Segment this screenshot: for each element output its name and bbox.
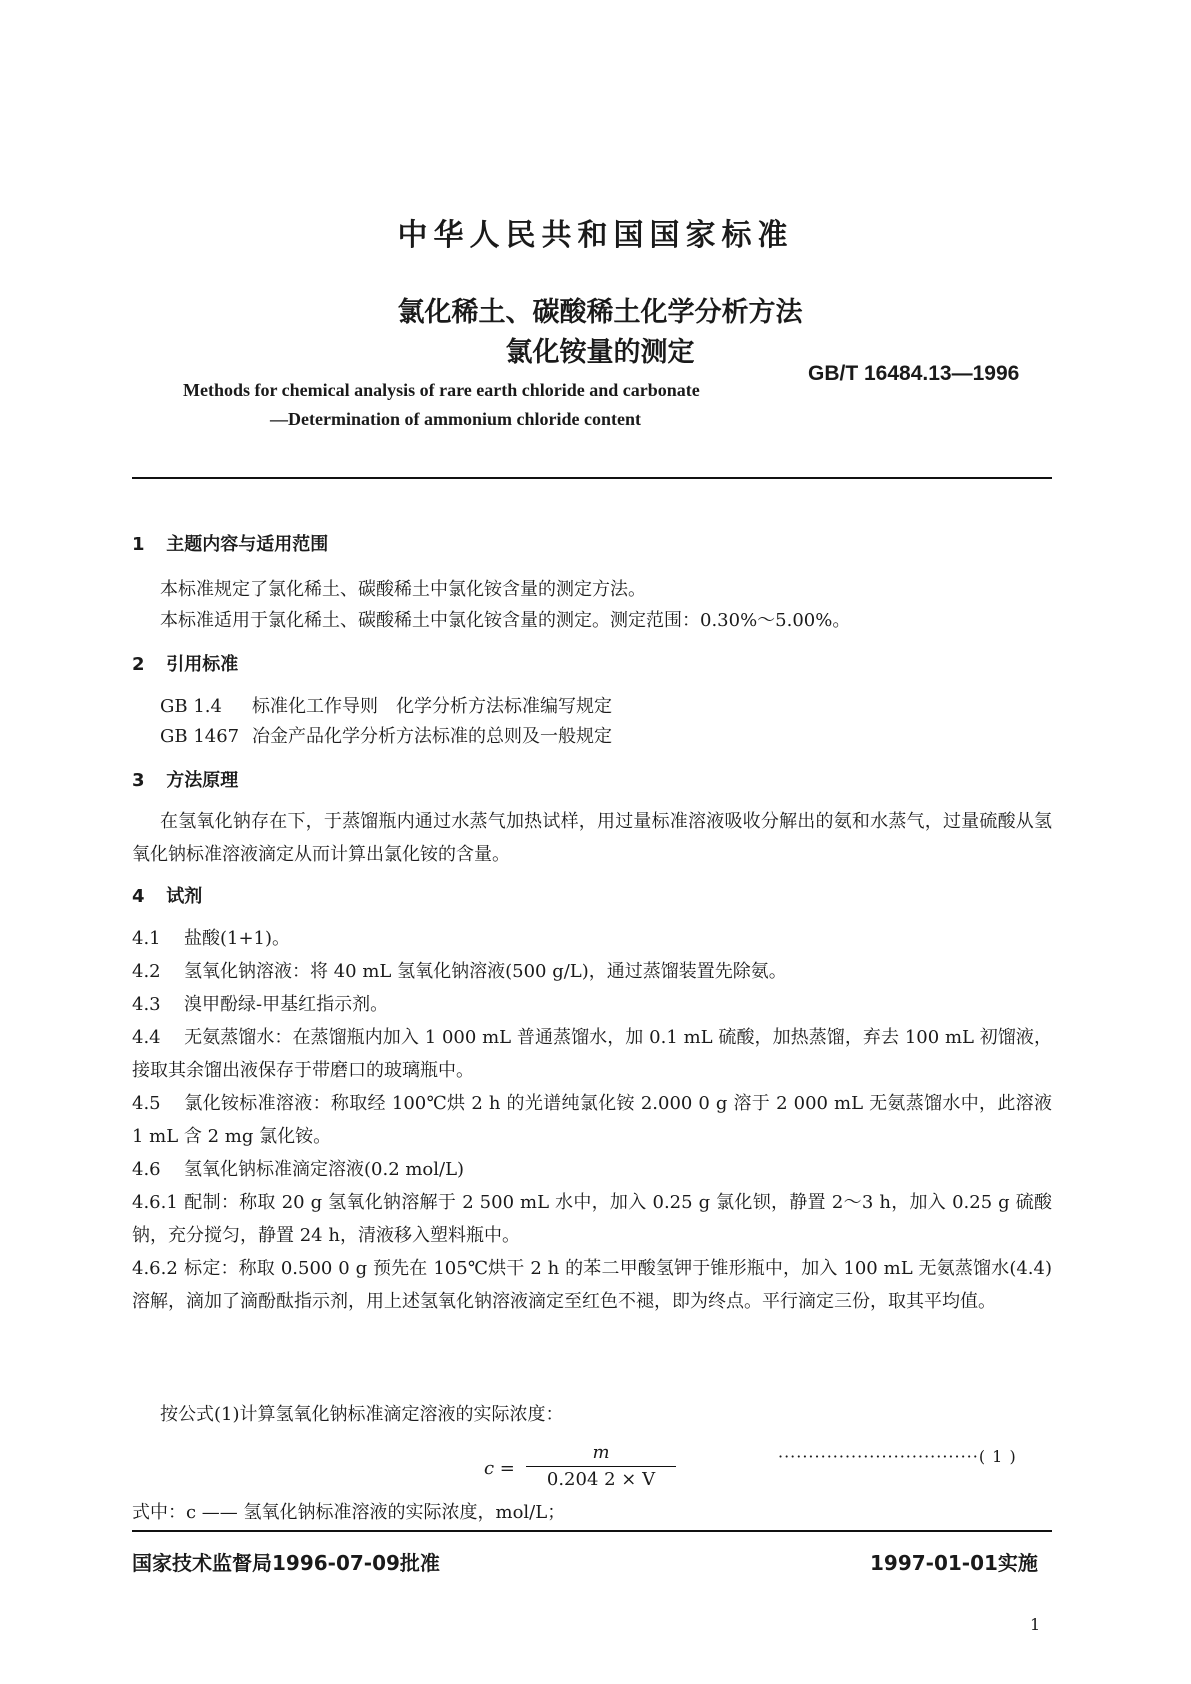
reagent-item (132, 1252, 1052, 1318)
reagent-item (132, 1186, 1052, 1252)
section-number: 2 (132, 654, 145, 675)
item-text: 配制：称取 20 g 氢氧化钠溶解于 2 500 mL 水中，加入 0.25 g 氯化钡，静置 2～3 h，加入 0.25 g 硫酸钠，充分搅匀，静置 24 h，清液移入塑料瓶中。 (132, 1192, 1052, 1246)
issuing-body-title: 中华人民共和国国家标准 (397, 218, 794, 253)
leader-dots: ································· (778, 1447, 979, 1466)
section-number: 4 (132, 886, 145, 907)
formula-numerator: m (592, 1442, 610, 1463)
reference-title: 冶金产品化学分析方法标准的总则及一般规定 (252, 726, 612, 747)
item-text: 溴甲酚绿-甲基红指示剂。 (184, 994, 389, 1015)
section-title: 试剂 (166, 886, 203, 907)
reagent-item (132, 1153, 1052, 1186)
effective-date: 1997-01-01实施 (870, 1551, 1038, 1575)
item-number: 4.6 (132, 1159, 161, 1180)
item-text: 无氨蒸馏水：在蒸馏瓶内加入 1 000 mL 普通蒸馏水，加 0.1 mL 硫酸，加热蒸馏，弃去 100 mL 初馏液，接取其余馏出液保存于带磨口的玻璃瓶中。 (132, 1027, 1052, 1081)
approval-date: 国家技术监督局1996-07-09批准 (132, 1551, 440, 1575)
formula-denominator: 0.204 2 × V (546, 1469, 656, 1490)
section-title: 主题内容与适用范围 (166, 534, 329, 555)
section-1-heading (132, 530, 328, 556)
section-number: 3 (132, 770, 145, 791)
reagent-item (132, 988, 1052, 1021)
section-3-heading (132, 766, 238, 792)
reference-item (160, 692, 612, 718)
item-number: 4.4 (132, 1027, 161, 1048)
reference-title: 标准化工作导则 化学分析方法标准编写规定 (252, 696, 612, 717)
section-title: 引用标准 (166, 654, 239, 675)
paragraph: 在氢氧化钠存在下，于蒸馏瓶内通过水蒸气加热试样，用过量标准溶液吸收分解出的氨和水蒸气，过量硫酸从氢氧化钠标准溶液滴定从而计算出氯化铵的含量。 (132, 811, 1052, 865)
paragraph: 本标准适用于氯化稀土、碳酸稀土中氯化铵含量的测定。测定范围：0.30%～5.00%。 (160, 610, 851, 631)
reagent-item (132, 955, 1052, 988)
formula-fraction (526, 1442, 676, 1490)
reference-code: GB 1467 (160, 726, 240, 747)
formula-intro: 按公式(1)计算氢氧化钠标准滴定溶液的实际浓度： (160, 1404, 564, 1425)
equation-label: ( 1 ) (978, 1447, 1017, 1466)
paragraph: 本标准规定了氯化稀土、碳酸稀土中氯化铵含量的测定方法。 (160, 579, 646, 600)
page-number: 1 (1030, 1615, 1041, 1634)
reagent-item (132, 1087, 1052, 1153)
section-2-heading (132, 650, 238, 676)
formula-where-clause: 式中：c —— 氢氧化钠标准溶液的实际浓度，mol/L； (132, 1502, 566, 1523)
item-text: 氢氧化钠溶液：将 40 mL 氢氧化钠溶液(500 g/L)，通过蒸馏装置先除氨。 (184, 961, 787, 982)
english-title-line1: Methods for chemical analysis of rare earth chloride and carbonate (183, 380, 700, 400)
fraction-bar (526, 1466, 676, 1467)
document-title-line1: 氯化稀土、碳酸稀土化学分析方法 (397, 297, 803, 328)
item-text: 盐酸(1+1)。 (184, 928, 291, 949)
section-4-heading (132, 882, 202, 908)
formula-lhs: c = (484, 1458, 515, 1479)
standard-number: GB/T 16484.13—1996 (808, 362, 1020, 385)
item-text: 标定：称取 0.500 0 g 预先在 105℃烘干 2 h 的苯二甲酸氢钾于锥形瓶中，加入 100 mL 无氨蒸馏水(4.4)溶解，滴加了滴酚酞指示剂，用上述氢氧化钠溶液滴定至红色不褪，即为终点。平行滴定三份，取其平均值。 (132, 1258, 1052, 1312)
section-number: 1 (132, 534, 145, 555)
document-title-line2: 氯化铵量的测定 (505, 337, 695, 368)
english-title-line2: —Determination of ammonium chloride content (270, 409, 641, 429)
item-number: 4.5 (132, 1093, 161, 1114)
reagent-item (132, 922, 1052, 955)
footer-divider (132, 1530, 1052, 1532)
section-title: 方法原理 (166, 770, 239, 791)
reference-item (160, 722, 612, 748)
item-text: 氢氧化钠标准滴定溶液(0.2 mol/L) (184, 1159, 465, 1180)
item-number: 4.6.1 (132, 1192, 178, 1213)
item-number: 4.1 (132, 928, 161, 949)
header-divider (132, 477, 1052, 479)
formula-leader (778, 1447, 1017, 1466)
formula-1 (484, 1442, 700, 1492)
reference-code: GB 1.4 (160, 696, 222, 717)
item-number: 4.6.2 (132, 1258, 178, 1279)
item-text: 氯化铵标准溶液：称取经 100℃烘 2 h 的光谱纯氯化铵 2.000 0 g 溶于 2 000 mL 无氨蒸馏水中，此溶液 1 mL 含 2 mg 氯化铵。 (132, 1093, 1052, 1147)
item-number: 4.3 (132, 994, 161, 1015)
item-number: 4.2 (132, 961, 161, 982)
reagent-item (132, 1021, 1052, 1087)
